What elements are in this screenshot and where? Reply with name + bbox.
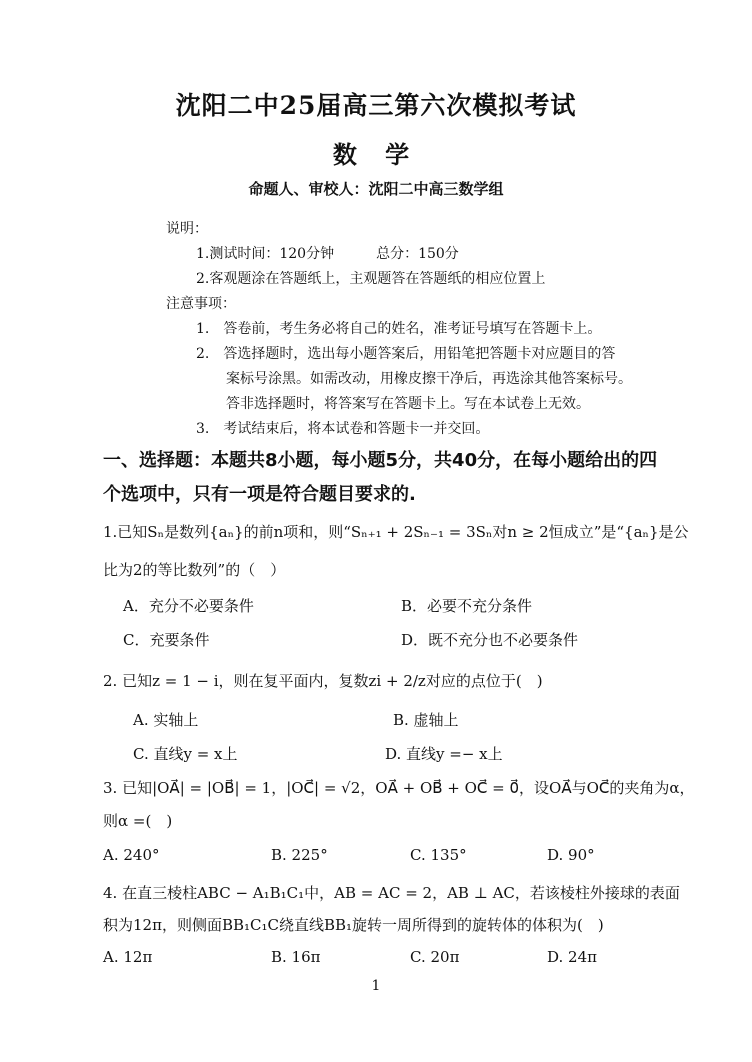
question-4-option-b: B. 16π <box>271 948 321 966</box>
question-1-option-c: C．充要条件 <box>123 631 210 649</box>
exam-authors: 命题人、审校人：沈阳二中高三数学组 <box>248 180 504 198</box>
note-line: 1. 答卷前，考生务必将自己的姓名，准考证号填写在答题卡上。 <box>196 321 602 337</box>
instruction-item: 1.测试时间：120分钟 总分：150分 <box>196 246 459 262</box>
question-2-stem: 2. 已知z = 1 − i，则在复平面内，复数zi + 2/z对应的点位于( ) <box>103 672 543 690</box>
question-4-option-c: C. 20π <box>410 948 460 966</box>
notes-heading: 注意事项： <box>166 296 236 312</box>
instruction-item: 2.客观题涂在答题纸上，主观题答在答题纸的相应位置上 <box>196 271 546 287</box>
section-heading: 个选项中，只有一项是符合题目要求的. <box>103 484 416 505</box>
question-2-option-a: A. 实轴上 <box>133 711 199 729</box>
exam-title: 沈阳二中25届高三第六次模拟考试 <box>175 91 577 120</box>
question-3-stem: 则α =( ) <box>103 812 173 830</box>
question-3-option-b: B. 225° <box>271 846 328 864</box>
question-4-option-a: A. 12π <box>103 948 153 966</box>
question-3-option-c: C. 135° <box>410 846 467 864</box>
question-2-option-b: B. 虚轴上 <box>393 711 459 729</box>
question-4-option-d: D. 24π <box>547 948 597 966</box>
exam-subject: 数 学 <box>332 140 420 169</box>
question-1-option-b: B．必要不充分条件 <box>401 597 533 615</box>
instructions-heading: 说明： <box>166 221 208 237</box>
question-3-option-d: D. 90° <box>547 846 595 864</box>
section-heading: 一、选择题：本题共8小题，每小题5分，共40分，在每小题给出的四 <box>103 450 658 471</box>
note-line: 答非选择题时，将答案写在答题卡上。写在本试卷上无效。 <box>226 396 590 412</box>
question-4-stem: 4. 在直三棱柱ABC − A₁B₁C₁中，AB = AC = 2，AB ⊥ AC，若该棱柱外接球的表面 <box>103 884 680 902</box>
question-2-option-c: C. 直线y = x上 <box>133 745 238 763</box>
question-1-stem: 比为2的等比数列”的（ ） <box>103 561 286 579</box>
note-line: 3. 考试结束后，将本试卷和答题卡一并交回。 <box>196 421 490 437</box>
question-2-option-d: D. 直线y =− x上 <box>385 745 503 763</box>
note-line: 案标号涂黑。如需改动，用橡皮擦干净后，再选涂其他答案标号。 <box>226 371 632 387</box>
question-1-option-a: A．充分不必要条件 <box>123 597 254 615</box>
page-number: 1 <box>371 978 381 994</box>
question-1-option-d: D．既不充分也不必要条件 <box>401 631 579 649</box>
question-3-stem: 3. 已知|OA⃗| = |OB⃗| = 1，|OC⃗| = √2，OA⃗ + OB⃗ + OC⃗ = 0⃗，设OA⃗与OC⃗的夹角为α， <box>103 779 695 797</box>
question-3-option-a: A. 240° <box>103 846 160 864</box>
question-1-stem: 1.已知Sₙ是数列{aₙ}的前n项和，则“Sₙ₊₁ + 2Sₙ₋₁ = 3Sₙ对n ≥ 2恒成立”是“{aₙ}是公 <box>103 523 689 541</box>
question-4-stem: 积为12π，则侧面BB₁C₁C绕直线BB₁旋转一周所得到的旋转体的体积为( ) <box>103 916 604 934</box>
note-line: 2. 答选择题时，选出每小题答案后，用铅笔把答题卡对应题目的答 <box>196 346 616 362</box>
